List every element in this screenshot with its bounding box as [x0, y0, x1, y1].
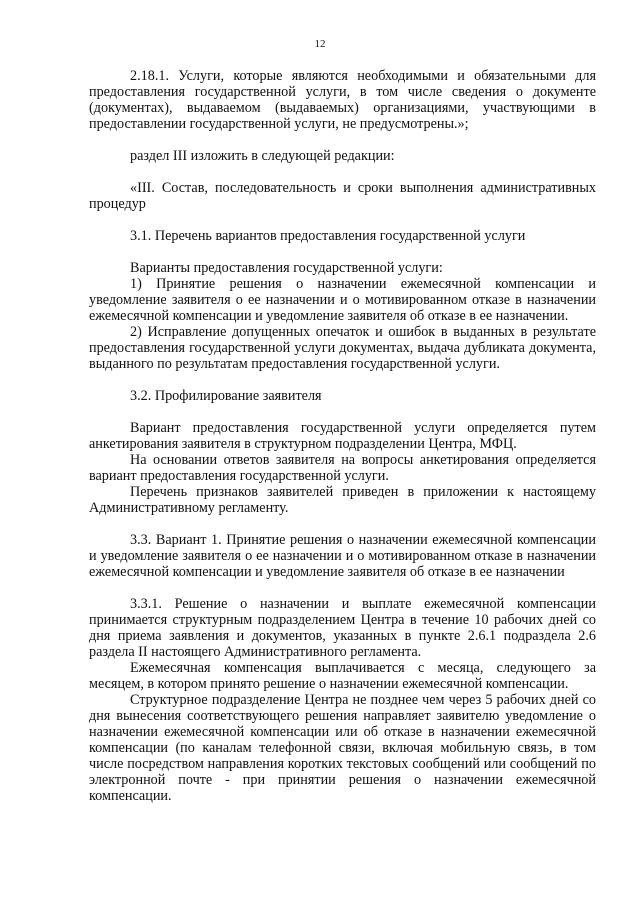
page-number: 12: [314, 38, 326, 50]
paragraph-2-18-1: 2.18.1. Услуги, которые являются необходимыми и обязательными для предоставления государственной услуги, в том числе сведения о документе (документах), выдаваемом (выдаваемых) организациями, участвующими в предоставлении государственной услуги, не предусмотрены.»;: [89, 68, 596, 132]
paragraph-3-3-1: 3.3.1. Решение о назначении и выплате ежемесячной компенсации принимается структурным подразделением Центра в течение 10 рабочих дней со дня приема заявления и документов, указанных в пункте 2.6.1 подраздела 2.6 раздела II настоящего Административного регламента.: [89, 596, 596, 660]
notification-paragraph: Структурное подразделение Центра не позднее чем через 5 рабочих дней со дня вынесения соответствующего решения направляет заявителю уведомление о назначении ежемесячной компенсации или об отказе в назначении ежемесячной компенсации (по каналам телефонной связи, включая мобильную связь, в том числе посредством направления коротких текстовых сообщений или сообщений по электронной почте - при принятии решения о назначении ежемесячной компенсации.: [89, 692, 596, 804]
heading-3-1: 3.1. Перечень вариантов предоставления государственной услуги: [130, 228, 526, 244]
payment-paragraph: Ежемесячная компенсация выплачивается с месяца, следующего за месяцем, в котором принято решение о назначении ежемесячной компенсации.: [89, 660, 596, 692]
heading-3-2: 3.2. Профилирование заявителя: [130, 388, 322, 404]
heading-3-3: 3.3. Вариант 1. Принятие решения о назначении ежемесячной компенсации и уведомление заявителя о ее назначении и о мотивированном отказе в назначении ежемесячной компенсации и уведомление заявителя об отказе в ее назначении: [89, 532, 596, 580]
variant-1: 1) Принятие решения о назначении ежемесячной компенсации и уведомление заявителя о ее назначении и о мотивированном отказе в назначении ежемесячной компенсации и уведомление заявителя об отказе в ее назначении.: [89, 276, 596, 324]
section-title: «III. Состав, последовательность и сроки выполнения административных процедур: [89, 180, 596, 212]
variants-intro: Варианты предоставления государственной услуги:: [130, 260, 443, 276]
profiling-paragraph-2: На основании ответов заявителя на вопросы анкетирования определяется вариант предоставления государственной услуги.: [89, 452, 596, 484]
document-body: [89, 68, 596, 804]
section-intro: раздел III изложить в следующей редакции:: [130, 148, 395, 164]
variant-2: 2) Исправление допущенных опечаток и ошибок в выданных в результате предоставления государственной услуги документах, выдача дубликата документа, выданного по результатам предоставления государственной услуги.: [89, 324, 596, 372]
profiling-paragraph-1: Вариант предоставления государственной услуги определяется путем анкетирования заявителя в структурном подразделении Центра, МФЦ.: [89, 420, 596, 452]
profiling-paragraph-3: Перечень признаков заявителей приведен в приложении к настоящему Административному регламенту.: [89, 484, 596, 516]
